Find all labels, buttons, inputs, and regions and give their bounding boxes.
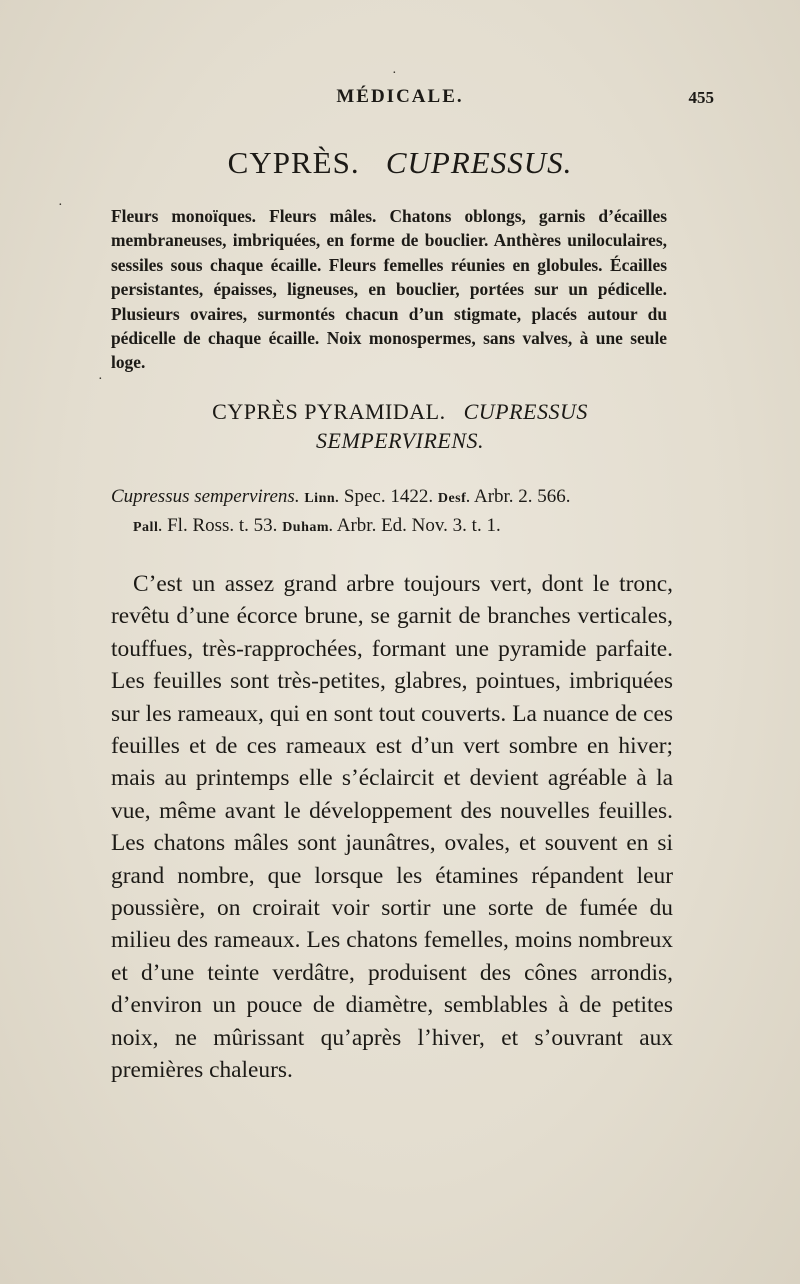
linn-reference: Spec. 1422. bbox=[339, 486, 438, 507]
desf-reference: Arbr. 2. 566. bbox=[470, 486, 571, 507]
species-title-latin-1: CUPRESSUS bbox=[463, 399, 588, 424]
ink-speck: · bbox=[392, 66, 397, 81]
genus-title-french: CYPRÈS. bbox=[227, 145, 360, 180]
author-pall: Pall. bbox=[133, 520, 163, 535]
species-body-text: C’est un assez grand arbre toujours vert, dont le tronc, revêtu d’une écorce brune, se garnit de branches verticales, touffues, très-rapprochées, formant une pyramide parfaite. Les feuilles sont très-petites, glabres, pointues, imbriquées sur les rameaux, qui en sont tout couverts. La nuance de ces feuilles et de ces rameaux est d’un vert sombre en hiver; mais au printemps elle s’éclaircit et devient agréable à la vue, même avant le développement des nouvelles feuilles. Les chatons mâles sont jaunâtres, ovales, et souvent en si grand nombre, que lorsque les étamines répandent leur poussière, on croirait voir sortir une sorte de fumée du milieu des rameaux. Les chatons femelles, moins nombreux et d’une teinte verdâtre, produisent des cônes arrondis, d’environ un pouce de diamètre, semblables à de petites noix, ne mûrissant qu’après l’hiver, et s’ouvrant aux premières chaleurs. bbox=[111, 571, 673, 1084]
species-title-latin-2: SEMPERVIRENS. bbox=[316, 428, 484, 453]
author-desf: Desf. bbox=[437, 491, 471, 506]
ink-speck: · bbox=[58, 198, 63, 213]
genus-description: Fleurs monoïques. Fleurs mâles. Chatons oblongs, garnis d’écailles membraneuses, imbriquées, en forme de bouclier. Anthères uniloculaires, sessiles sous chaque écaille. Fleurs femelles réunies en globules. Écailles persistantes, épaisses, ligneuses, en bouclier, portées sur un pédicelle. Plusieurs ovaires, surmontés chacun d’un stigmate, placés autour du pédicelle de chaque écaille. Noix monospermes, sans valves, à une seule loge. bbox=[111, 206, 667, 373]
synonymy-line-1 bbox=[111, 483, 671, 512]
binomial: Cupressus sempervirens. bbox=[111, 486, 300, 507]
running-title: MÉDICALE. bbox=[336, 86, 464, 107]
genus-title bbox=[0, 145, 800, 181]
species-title bbox=[0, 397, 800, 455]
species-title-french: CYPRÈS PYRAMIDAL. bbox=[212, 399, 446, 424]
author-linn: Linn. bbox=[304, 491, 340, 506]
running-head bbox=[0, 86, 800, 114]
pall-reference: Fl. Ross. t. 53. bbox=[162, 515, 283, 536]
page-number: 455 bbox=[688, 88, 714, 107]
synonymy bbox=[111, 483, 671, 541]
synonymy-line-2 bbox=[111, 512, 671, 541]
ink-speck: · bbox=[98, 372, 103, 387]
duham-reference: Arbr. Ed. Nov. 3. t. 1. bbox=[333, 515, 501, 536]
genus-title-latin: CUPRESSUS. bbox=[385, 145, 573, 180]
author-duham: Duham. bbox=[282, 520, 334, 535]
